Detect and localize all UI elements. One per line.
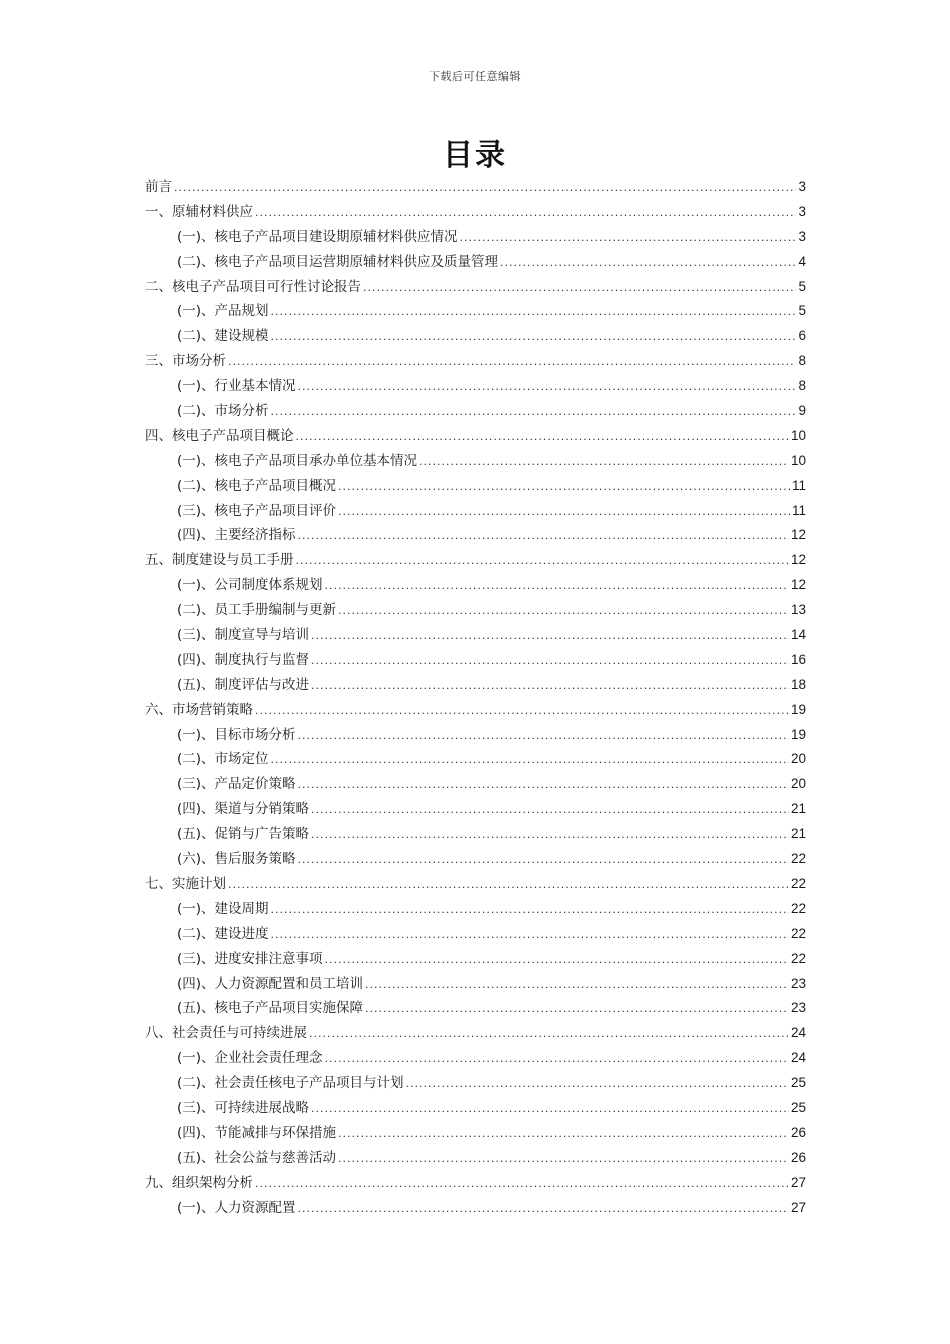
toc-entry-page-number: 25 <box>790 1075 806 1091</box>
toc-entry[interactable] <box>145 324 806 349</box>
toc-entry-label: 七、实施计划 <box>145 875 226 892</box>
toc-entry[interactable] <box>145 996 806 1021</box>
dot-leader <box>325 948 789 973</box>
toc-title: 目录 <box>443 138 507 173</box>
toc-entry[interactable] <box>145 698 806 723</box>
toc-entry[interactable] <box>145 374 806 399</box>
toc-entry[interactable] <box>145 847 806 872</box>
toc-entry-page-number: 19 <box>790 726 806 742</box>
toc-entry-page-number: 22 <box>790 950 806 966</box>
dot-leader <box>419 450 789 475</box>
toc-entry-page-number: 11 <box>791 502 806 518</box>
toc-entry-label: 六、市场营销策略 <box>145 701 253 718</box>
toc-entry[interactable] <box>145 772 806 797</box>
dot-leader <box>296 425 789 450</box>
toc-entry-label: (五)、促销与广告策略 <box>177 826 310 843</box>
toc-entry-label: (二)、核电子产品项目概况 <box>177 477 337 494</box>
toc-entry-label: (五)、社会公益与慈善活动 <box>177 1149 337 1166</box>
toc-entry-label: (三)、进度安排注意事项 <box>177 950 323 967</box>
toc-entry-page-number: 21 <box>790 801 806 817</box>
toc-entry[interactable] <box>145 673 806 698</box>
dot-leader <box>255 201 796 226</box>
toc-entry-page-number: 4 <box>798 253 806 269</box>
dot-leader <box>365 973 789 998</box>
dot-leader <box>298 773 789 798</box>
toc-entry-page-number: 22 <box>790 925 806 941</box>
header-note: 下载后可任意编辑 <box>429 70 521 83</box>
dot-leader <box>338 475 790 500</box>
toc-entry-label: (一)、核电子产品项目承办单位基本情况 <box>177 452 418 469</box>
toc-entry[interactable] <box>145 972 806 997</box>
toc-entry[interactable] <box>145 723 806 748</box>
toc-entry-label: (三)、制度宣导与培训 <box>177 627 310 644</box>
toc-entry-label: (四)、主要经济指标 <box>177 527 296 544</box>
toc-entry-page-number: 26 <box>790 1149 806 1165</box>
toc-entry-page-number: 26 <box>790 1124 806 1140</box>
toc-entry-label: 二、核电子产品项目可行性讨论报告 <box>145 278 361 295</box>
toc-entry-page-number: 8 <box>798 378 806 394</box>
toc-entry-label: (三)、核电子产品项目评价 <box>177 502 337 519</box>
toc-entry-page-number: 20 <box>790 776 806 792</box>
dot-leader <box>338 1122 789 1147</box>
toc-entry-page-number: 23 <box>790 975 806 991</box>
dot-leader <box>271 923 789 948</box>
toc-entry-label: (五)、核电子产品项目实施保障 <box>177 1000 364 1017</box>
toc-entry[interactable] <box>145 548 806 573</box>
toc-entry-label: (三)、可持续进展战略 <box>177 1099 310 1116</box>
toc-entry-label: (四)、节能减排与环保措施 <box>177 1124 337 1141</box>
dot-leader <box>255 1172 789 1197</box>
toc-entry-page-number: 14 <box>790 627 806 643</box>
toc-entry-label: (一)、建设周期 <box>177 900 269 917</box>
toc-entry-label: (一)、目标市场分析 <box>177 726 296 743</box>
toc-entry-label: 八、社会责任与可持续进展 <box>145 1025 307 1042</box>
dot-leader <box>174 176 796 201</box>
toc-entry-page-number: 12 <box>790 552 806 568</box>
toc-entry[interactable] <box>145 523 806 548</box>
toc-entry-label: (二)、建设规模 <box>177 328 269 345</box>
toc-entry-page-number: 3 <box>798 228 806 244</box>
toc-entry-page-number: 27 <box>790 1199 806 1215</box>
dot-leader <box>298 524 789 549</box>
dot-leader <box>325 574 789 599</box>
toc-entry[interactable] <box>145 573 806 598</box>
toc-entry-label: 三、市场分析 <box>145 353 226 370</box>
dot-leader <box>255 699 789 724</box>
toc-entry[interactable] <box>145 449 806 474</box>
toc-entry-page-number: 5 <box>798 278 806 294</box>
dot-leader <box>271 400 797 425</box>
dot-leader <box>228 873 789 898</box>
dot-leader <box>406 1072 789 1097</box>
toc-entry[interactable] <box>145 299 806 324</box>
toc-entry-page-number: 21 <box>790 826 806 842</box>
table-of-contents <box>145 175 806 1220</box>
toc-entry-page-number: 19 <box>790 701 806 717</box>
toc-entry[interactable] <box>145 747 806 772</box>
dot-leader <box>296 549 789 574</box>
toc-entry-page-number: 3 <box>798 179 806 194</box>
toc-entry-page-number: 5 <box>798 303 806 319</box>
toc-entry[interactable] <box>145 1071 806 1096</box>
toc-entry-label: 五、制度建设与员工手册 <box>145 552 294 569</box>
toc-entry[interactable] <box>145 623 806 648</box>
toc-entry[interactable] <box>145 1096 806 1121</box>
dot-leader <box>311 1097 789 1122</box>
toc-entry-page-number: 22 <box>790 851 806 867</box>
toc-entry-label: (四)、渠道与分销策略 <box>177 801 310 818</box>
toc-entry[interactable] <box>145 648 806 673</box>
toc-entry-label: (二)、建设进度 <box>177 925 269 942</box>
dot-leader <box>298 1197 789 1222</box>
toc-entry[interactable] <box>145 872 806 897</box>
toc-entry-page-number: 6 <box>798 328 806 344</box>
toc-entry[interactable] <box>145 1171 806 1196</box>
toc-entry-page-number: 16 <box>790 651 806 667</box>
dot-leader <box>228 350 796 375</box>
toc-entry-label: (一)、行业基本情况 <box>177 378 296 395</box>
toc-entry-page-number: 10 <box>790 452 806 468</box>
toc-entry-label: (四)、人力资源配置和员工培训 <box>177 975 364 992</box>
toc-entry-label: 前言 <box>145 179 172 195</box>
toc-entry-page-number: 8 <box>798 353 806 369</box>
dot-leader <box>311 798 789 823</box>
toc-entry-page-number: 22 <box>790 900 806 916</box>
dot-leader <box>338 1147 789 1172</box>
toc-entry[interactable] <box>145 200 806 225</box>
toc-entry[interactable] <box>145 349 806 374</box>
toc-entry-label: (一)、人力资源配置 <box>177 1199 296 1216</box>
dot-leader <box>311 624 789 649</box>
dot-leader <box>338 599 789 624</box>
dot-leader <box>271 325 797 350</box>
toc-entry-label: (五)、制度评估与改进 <box>177 676 310 693</box>
toc-entry-page-number: 27 <box>790 1174 806 1190</box>
toc-entry-label: (一)、企业社会责任理念 <box>177 1050 323 1067</box>
toc-entry-label: (一)、产品规划 <box>177 303 269 320</box>
toc-entry-label: (二)、社会责任核电子产品项目与计划 <box>177 1075 404 1092</box>
dot-leader <box>460 226 797 251</box>
toc-entry-label: (二)、核电子产品项目运营期原辅材料供应及质量管理 <box>177 253 499 270</box>
dot-leader <box>298 724 789 749</box>
toc-entry[interactable] <box>145 822 806 847</box>
toc-entry[interactable] <box>145 424 806 449</box>
toc-entry[interactable] <box>145 897 806 922</box>
toc-entry[interactable] <box>145 922 806 947</box>
toc-entry[interactable] <box>145 947 806 972</box>
toc-entry[interactable] <box>145 1046 806 1071</box>
toc-entry-label: (六)、售后服务策略 <box>177 851 296 868</box>
toc-entry[interactable] <box>145 250 806 275</box>
toc-entry[interactable] <box>145 1121 806 1146</box>
dot-leader <box>271 748 789 773</box>
toc-entry[interactable] <box>145 1146 806 1171</box>
toc-entry-page-number: 24 <box>790 1025 806 1041</box>
toc-entry-page-number: 13 <box>790 602 806 618</box>
toc-entry-label: 一、原辅材料供应 <box>145 203 253 220</box>
dot-leader <box>311 649 789 674</box>
toc-entry-page-number: 20 <box>790 751 806 767</box>
dot-leader <box>311 674 789 699</box>
dot-leader <box>365 997 789 1022</box>
toc-entry[interactable] <box>145 1021 806 1046</box>
dot-leader <box>363 276 796 301</box>
toc-entry[interactable] <box>145 225 806 250</box>
toc-entry[interactable] <box>145 275 806 300</box>
dot-leader <box>298 375 797 400</box>
dot-leader <box>311 823 789 848</box>
toc-entry-page-number: 12 <box>790 527 806 543</box>
toc-entry[interactable] <box>145 499 806 524</box>
toc-entry[interactable] <box>145 474 806 499</box>
toc-entry-label: 九、组织架构分析 <box>145 1174 253 1191</box>
toc-entry-page-number: 10 <box>790 427 806 443</box>
toc-entry-label: (四)、制度执行与监督 <box>177 651 310 668</box>
dot-leader <box>309 1022 789 1047</box>
toc-entry-label: 四、核电子产品项目概论 <box>145 427 294 444</box>
dot-leader <box>338 500 790 525</box>
toc-entry-label: (三)、产品定价策略 <box>177 776 296 793</box>
toc-entry-label: (二)、市场分析 <box>177 403 269 420</box>
toc-entry[interactable] <box>145 797 806 822</box>
dot-leader <box>298 848 789 873</box>
toc-entry-page-number: 25 <box>790 1099 806 1115</box>
toc-entry-label: (一)、公司制度体系规划 <box>177 577 323 594</box>
toc-entry[interactable] <box>145 175 806 200</box>
dot-leader <box>500 251 796 276</box>
toc-entry[interactable] <box>145 399 806 424</box>
toc-entry[interactable] <box>145 598 806 623</box>
dot-leader <box>271 898 789 923</box>
toc-entry[interactable] <box>145 1196 806 1221</box>
dot-leader <box>325 1047 789 1072</box>
dot-leader <box>271 300 797 325</box>
toc-entry-page-number: 18 <box>790 676 806 692</box>
toc-entry-label: (二)、员工手册编制与更新 <box>177 602 337 619</box>
toc-entry-page-number: 11 <box>791 477 806 493</box>
toc-entry-page-number: 22 <box>790 875 806 891</box>
toc-entry-page-number: 3 <box>798 203 806 219</box>
toc-entry-page-number: 12 <box>790 577 806 593</box>
toc-entry-label: (二)、市场定位 <box>177 751 269 768</box>
toc-entry-label: (一)、核电子产品项目建设期原辅材料供应情况 <box>177 228 458 245</box>
toc-entry-page-number: 9 <box>798 403 806 419</box>
toc-entry-page-number: 23 <box>790 1000 806 1016</box>
toc-entry-page-number: 24 <box>790 1050 806 1066</box>
